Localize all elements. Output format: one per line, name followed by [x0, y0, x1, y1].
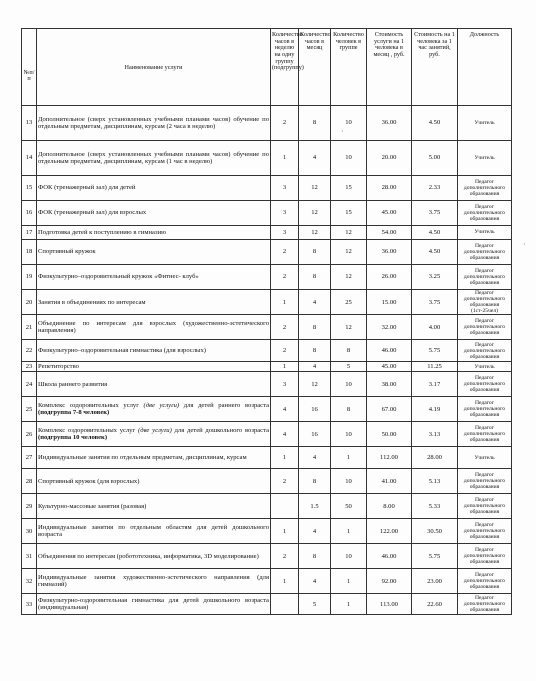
cost-per-lesson: 5.33	[412, 494, 458, 519]
row-number: 27	[22, 447, 37, 469]
table-row	[22, 362, 512, 372]
hours-per-month: 4	[299, 362, 331, 372]
hours-per-week: 2	[271, 340, 299, 362]
people-per-group: 1	[331, 519, 367, 544]
cost-per-month: 92.00	[367, 569, 412, 594]
cost-per-lesson: 4.50	[412, 106, 458, 141]
service-name: Физкультурно–оздоровительная гимнастика (для взрослых)	[37, 340, 271, 362]
row-number: 16	[22, 201, 37, 226]
position: Педагог дополнительного образования (1ст-25чел)	[458, 290, 512, 315]
people-per-group: 10	[331, 106, 367, 141]
people-per-group: 10	[331, 422, 367, 447]
table-row	[22, 226, 512, 240]
people-per-group: 1	[331, 569, 367, 594]
hours-per-week: 1	[271, 141, 299, 176]
hours-per-week: 2	[271, 315, 299, 340]
position: Педагог дополнительного образования	[458, 240, 512, 265]
position: Педагог дополнительного образования	[458, 265, 512, 290]
table-row	[22, 106, 512, 141]
service-name: Объединения по интересам (робототехника, информатика, 3D моделирование)	[37, 544, 271, 569]
position: Учитель	[458, 141, 512, 176]
header-position: Должность	[458, 29, 512, 106]
cost-per-month: 41.00	[367, 469, 412, 494]
cost-per-lesson: 4.50	[412, 240, 458, 265]
table-row	[22, 469, 512, 494]
position: Учитель	[458, 226, 512, 240]
service-name	[37, 422, 271, 447]
table-header-row	[22, 29, 512, 106]
cost-per-month: 113.00	[367, 594, 412, 615]
hours-per-month: 4	[299, 141, 331, 176]
hours-per-month: 8	[299, 340, 331, 362]
position: Педагог дополнительного образования	[458, 176, 512, 201]
cost-per-lesson: 5.75	[412, 340, 458, 362]
hours-per-week: 2	[271, 265, 299, 290]
hours-per-week: 3	[271, 176, 299, 201]
header-people-per-group: Количество человек в группе	[331, 29, 367, 106]
header-hours-per-month: Количество часов в месяц	[299, 29, 331, 106]
position: Учитель	[458, 362, 512, 372]
header-number: №п/п	[22, 29, 37, 106]
people-per-group: 1	[331, 594, 367, 615]
position: Педагог дополнительного образования	[458, 201, 512, 226]
cost-per-lesson: 3.75	[412, 201, 458, 226]
hours-per-week: 2	[271, 544, 299, 569]
table-row	[22, 422, 512, 447]
table-row	[22, 569, 512, 594]
row-number: 15	[22, 176, 37, 201]
service-name: Индивидуальные занятия по отдельным предметам, дисциплинам, курсам	[37, 447, 271, 469]
row-number: 21	[22, 315, 37, 340]
cost-per-month: 36.00	[367, 106, 412, 141]
hours-per-month: 1.5	[299, 494, 331, 519]
people-per-group: 10	[331, 544, 367, 569]
table-row	[22, 265, 512, 290]
cost-per-lesson: 3.25	[412, 265, 458, 290]
row-number: 14	[22, 141, 37, 176]
people-per-group: 15	[331, 201, 367, 226]
hours-per-week: 3	[271, 201, 299, 226]
cost-per-month: 46.00	[367, 340, 412, 362]
hours-per-month: 12	[299, 201, 331, 226]
service-name: Подготовка детей к поступлению в гимназию	[37, 226, 271, 240]
people-per-group: 12	[331, 315, 367, 340]
cost-per-month: 38.00	[367, 372, 412, 397]
service-name-part: Комплекс оздоровительных услуг	[38, 427, 139, 435]
row-number: 31	[22, 544, 37, 569]
scan-speck: ·	[523, 240, 526, 249]
table-row	[22, 176, 512, 201]
row-number: 25	[22, 397, 37, 422]
hours-per-month: 4	[299, 447, 331, 469]
cost-per-lesson: 22.60	[412, 594, 458, 615]
hours-per-week: 1	[271, 362, 299, 372]
service-name: Физкультурно–оздоровительный кружок «Фитнес- клуб»	[37, 265, 271, 290]
service-name-part: (две услуги)	[143, 402, 180, 410]
position: Педагог дополнительного образования	[458, 494, 512, 519]
people-per-group: 12	[331, 265, 367, 290]
people-per-group: 10	[331, 372, 367, 397]
hours-per-week: 1	[271, 569, 299, 594]
cost-per-month: 112.00	[367, 447, 412, 469]
position: Педагог дополнительного образования	[458, 315, 512, 340]
hours-per-week	[271, 594, 299, 615]
position: Педагог дополнительного образования	[458, 519, 512, 544]
table-row	[22, 544, 512, 569]
hours-per-month: 8	[299, 544, 331, 569]
cost-per-lesson: 28.00	[412, 447, 458, 469]
row-number: 22	[22, 340, 37, 362]
people-per-group: 10	[331, 469, 367, 494]
row-number: 24	[22, 372, 37, 397]
hours-per-week: 4	[271, 422, 299, 447]
hours-per-month: 12	[299, 226, 331, 240]
service-name-part: для детей раннего возраста	[179, 402, 269, 410]
service-name-part: для детей дошкольного возраста	[171, 427, 269, 435]
cost-per-month: 67.00	[367, 397, 412, 422]
table-row	[22, 201, 512, 226]
cost-per-lesson: 5.00	[412, 141, 458, 176]
position: Педагог дополнительного образования	[458, 544, 512, 569]
service-name-part: Комплекс оздоровительных услуг	[38, 402, 144, 410]
hours-per-month: 8	[299, 265, 331, 290]
hours-per-month: 4	[299, 290, 331, 315]
row-number: 30	[22, 519, 37, 544]
hours-per-week: 1	[271, 290, 299, 315]
cost-per-month: 46.00	[367, 544, 412, 569]
people-per-group: 10	[331, 141, 367, 176]
cost-per-month: 28.00	[367, 176, 412, 201]
service-name: Занятия в объединениях по интересам	[37, 290, 271, 315]
service-name: Спортивный кружок (для взрослых)	[37, 469, 271, 494]
service-name: Дополнительное (сверх установленных учебными планами часов) обучение по отдельным предметам, дисциплинам, курсам (2 часа в неделю)	[37, 106, 271, 141]
people-per-group: 1	[331, 447, 367, 469]
position: Учитель	[458, 106, 512, 141]
table-row	[22, 340, 512, 362]
cost-per-month: 26.00	[367, 265, 412, 290]
cost-per-month: 36.00	[367, 240, 412, 265]
table-row	[22, 594, 512, 615]
hours-per-week	[271, 494, 299, 519]
table-row	[22, 315, 512, 340]
people-per-group: 8	[331, 397, 367, 422]
service-name: ФОК (тренажерный зал) для детей	[37, 176, 271, 201]
row-number: 32	[22, 569, 37, 594]
row-number: 13	[22, 106, 37, 141]
position: Педагог дополнительного образования	[458, 372, 512, 397]
people-per-group: 25	[331, 290, 367, 315]
hours-per-week: 2	[271, 240, 299, 265]
cost-per-month: 15.00	[367, 290, 412, 315]
hours-per-week: 3	[271, 226, 299, 240]
row-number: 18	[22, 240, 37, 265]
cost-per-lesson: 3.13	[412, 422, 458, 447]
hours-per-month: 12	[299, 372, 331, 397]
table-row	[22, 519, 512, 544]
hours-per-week: 4	[271, 397, 299, 422]
cost-per-month: 45.00	[367, 201, 412, 226]
position: Педагог дополнительного образования	[458, 469, 512, 494]
row-number: 26	[22, 422, 37, 447]
cost-per-lesson: 4.19	[412, 397, 458, 422]
header-hours-per-week: Количество часов в неделю на одну группу (подгруппу)	[271, 29, 299, 106]
cost-per-lesson: 3.75	[412, 290, 458, 315]
services-price-table	[21, 28, 512, 615]
hours-per-week: 1	[271, 519, 299, 544]
table-row	[22, 141, 512, 176]
cost-per-lesson: 5.13	[412, 469, 458, 494]
service-name: Спортивный кружок	[37, 240, 271, 265]
hours-per-month: 16	[299, 422, 331, 447]
cost-per-lesson: 4.50	[412, 226, 458, 240]
hours-per-month: 8	[299, 106, 331, 141]
table-row	[22, 494, 512, 519]
cost-per-lesson: 2.33	[412, 176, 458, 201]
position: Учитель	[458, 447, 512, 469]
hours-per-week: 2	[271, 106, 299, 141]
scan-speck: ·	[341, 127, 344, 136]
position: Педагог дополнительного образования	[458, 422, 512, 447]
table-row	[22, 372, 512, 397]
cost-per-month: 32.00	[367, 315, 412, 340]
row-number: 23	[22, 362, 37, 372]
hours-per-month: 8	[299, 315, 331, 340]
cost-per-month: 50.00	[367, 422, 412, 447]
service-name	[37, 397, 271, 422]
row-number: 33	[22, 594, 37, 615]
service-name: ФОК (тренажерный зал) для взрослых	[37, 201, 271, 226]
service-name: Индивидуальные занятия по отдельным областям для детей дошкольного возраста	[37, 519, 271, 544]
cost-per-lesson: 5.75	[412, 544, 458, 569]
position: Педагог дополнительного образования	[458, 594, 512, 615]
position: Педагог дополнительного образования	[458, 340, 512, 362]
hours-per-month: 12	[299, 176, 331, 201]
row-number: 28	[22, 469, 37, 494]
service-name: Репетиторство	[37, 362, 271, 372]
row-number: 20	[22, 290, 37, 315]
cost-per-lesson: 30.50	[412, 519, 458, 544]
service-name: Культурно-массовые занятия (разовая)	[37, 494, 271, 519]
hours-per-month: 4	[299, 569, 331, 594]
table-row	[22, 447, 512, 469]
position: Педагог дополнительного образования	[458, 397, 512, 422]
hours-per-month: 5	[299, 594, 331, 615]
header-cost-per-month: Стоимость услуги на 1 человека в месяц , руб.	[367, 29, 412, 106]
hours-per-week: 3	[271, 372, 299, 397]
service-name: Объединение по интересам для взрослых (художественно-эстетического направления)	[37, 315, 271, 340]
people-per-group: 12	[331, 240, 367, 265]
service-name: Индивидуальные занятия художественно-эстетического направления (для гимназий)	[37, 569, 271, 594]
people-per-group: 5	[331, 362, 367, 372]
cost-per-lesson: 4.00	[412, 315, 458, 340]
people-per-group: 50	[331, 494, 367, 519]
service-name-part: (подгруппа 10 человек)	[38, 434, 108, 442]
people-per-group: 8	[331, 340, 367, 362]
service-name: Школа раннего развития	[37, 372, 271, 397]
cost-per-month: 54.00	[367, 226, 412, 240]
hours-per-month: 8	[299, 240, 331, 265]
cost-per-month: 122.00	[367, 519, 412, 544]
row-number: 17	[22, 226, 37, 240]
cost-per-lesson: 11.25	[412, 362, 458, 372]
header-service-name: Наименование услуги	[37, 29, 271, 106]
service-name: Дополнительное (сверх установленных учебными планами часов) обучение по отдельным предметам, дисциплинам, курсам (1 час в неделю)	[37, 141, 271, 176]
cost-per-lesson: 23.00	[412, 569, 458, 594]
people-per-group: 15	[331, 176, 367, 201]
hours-per-month: 8	[299, 469, 331, 494]
cost-per-month: 20.00	[367, 141, 412, 176]
position: Педагог дополнительного образования	[458, 569, 512, 594]
row-number: 19	[22, 265, 37, 290]
cost-per-month: 8.00	[367, 494, 412, 519]
cost-per-lesson: 3.17	[412, 372, 458, 397]
hours-per-week: 2	[271, 469, 299, 494]
people-per-group: 12	[331, 226, 367, 240]
hours-per-week: 1	[271, 447, 299, 469]
row-number: 29	[22, 494, 37, 519]
hours-per-month: 4	[299, 519, 331, 544]
table-row	[22, 397, 512, 422]
service-name: Физкультурно-оздоровительная гимнастика для детей дошкольного возраста (индивидуальная)	[37, 594, 271, 615]
hours-per-month: 16	[299, 397, 331, 422]
cost-per-month: 45.00	[367, 362, 412, 372]
table-row	[22, 290, 512, 315]
table-row	[22, 240, 512, 265]
service-name-part: (подгруппа 7-8 человек)	[38, 409, 110, 417]
service-name-part: (две услуги)	[138, 427, 172, 435]
header-cost-per-lesson: Стоимость на 1 человека за 1 час занятий, руб.	[412, 29, 458, 106]
